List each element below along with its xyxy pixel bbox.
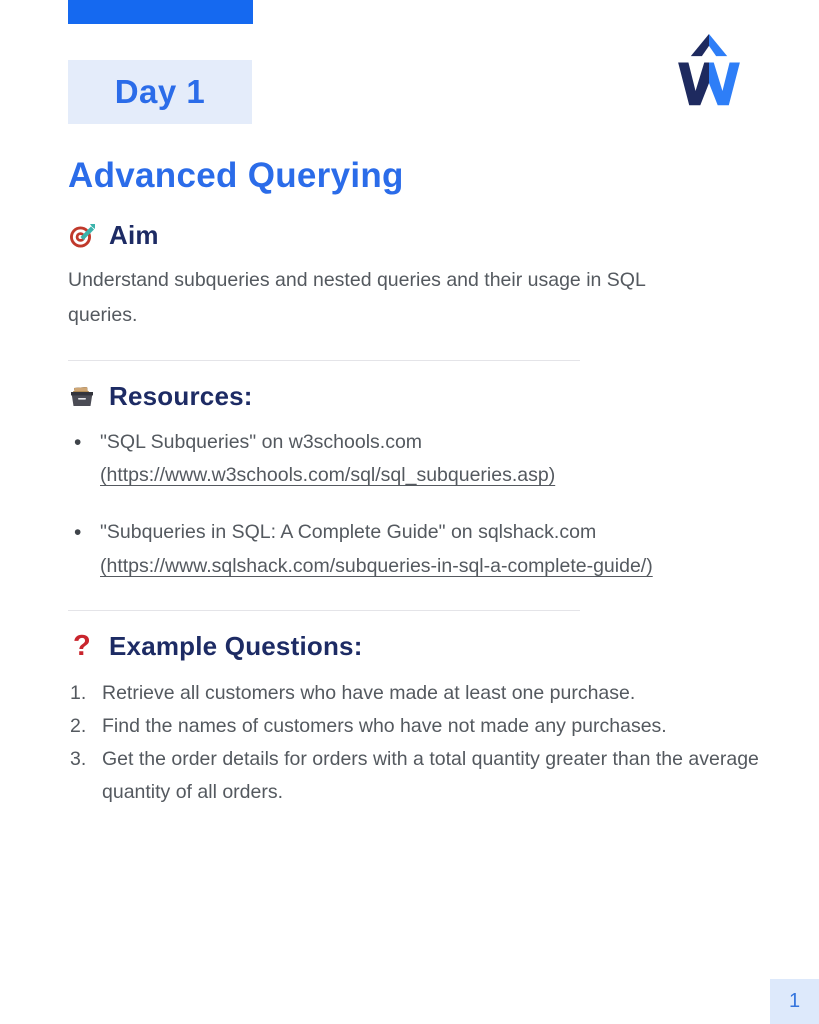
resources-heading — [68, 381, 760, 412]
resources-list — [68, 426, 688, 583]
target-icon — [68, 222, 96, 250]
resource-link[interactable]: (https://www.sqlshack.com/subqueries-in-sql-a-complete-guide/) — [100, 554, 653, 577]
top-accent-bar — [68, 0, 253, 24]
question-item — [70, 743, 760, 809]
question-text: Find the names of customers who have not made any purchases. — [102, 714, 667, 737]
questions-section — [68, 631, 760, 810]
questions-heading-label: Example Questions: — [109, 630, 363, 661]
aim-section — [68, 220, 760, 333]
questions-list — [68, 677, 760, 810]
page-title: Advanced Querying — [68, 156, 404, 195]
aim-heading-label: Aim — [109, 220, 159, 250]
content-column — [68, 156, 760, 809]
w-star-logo-icon — [664, 34, 754, 110]
page-number-badge — [770, 979, 819, 1024]
resource-item-text: "SQL Subqueries" on w3schools.com — [100, 431, 423, 454]
aim-heading — [68, 220, 760, 251]
question-item — [70, 710, 760, 743]
aim-body-text: Understand subqueries and nested queries and their usage in SQL queries. — [68, 269, 646, 327]
question-mark-icon: ? — [73, 629, 91, 662]
day-badge-label: Day 1 — [114, 73, 206, 110]
resources-heading-label: Resources: — [109, 381, 253, 412]
resources-section — [68, 381, 760, 583]
section-divider — [68, 610, 580, 611]
resource-item-text: "Subqueries in SQL: A Complete Guide" on sqlshack.com — [100, 521, 597, 544]
card-file-box-icon — [68, 383, 96, 411]
question-number: 2. — [70, 714, 87, 737]
day-badge — [68, 60, 252, 124]
resource-item — [100, 426, 688, 492]
section-divider — [68, 360, 580, 361]
question-item — [70, 677, 760, 710]
question-text: Get the order details for orders with a total quantity greater than the average quantity of all orders. — [102, 748, 759, 804]
question-text: Retrieve all customers who have made at least one purchase. — [102, 681, 636, 704]
w-star-logo — [664, 34, 754, 110]
questions-heading — [68, 631, 760, 662]
question-number: 1. — [70, 681, 87, 704]
page-number-value: 1 — [788, 990, 801, 1012]
resource-item — [100, 516, 688, 582]
resource-link[interactable]: (https://www.w3schools.com/sql/sql_subqueries.asp) — [100, 464, 556, 487]
question-number: 3. — [70, 748, 87, 771]
